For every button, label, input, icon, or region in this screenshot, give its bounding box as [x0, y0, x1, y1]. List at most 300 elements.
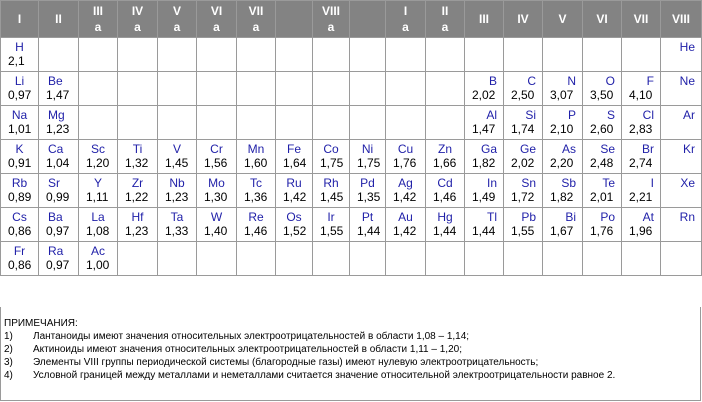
element-cell	[465, 174, 504, 208]
element-cell	[1, 208, 39, 242]
group-header	[350, 1, 386, 38]
element-symbol: Zr	[131, 176, 144, 190]
element-cell	[39, 140, 79, 174]
element-symbol: Li	[14, 74, 25, 88]
element-cell	[350, 208, 386, 242]
electronegativity-value: 2,60	[590, 122, 614, 136]
subgroup-label: a	[327, 20, 335, 34]
group-number: VIII	[321, 4, 340, 18]
element-symbol: Cd	[437, 176, 453, 190]
empty-cell	[79, 106, 118, 140]
element-cell	[1, 174, 39, 208]
element-cell	[543, 140, 583, 174]
electronegativity-value: 1,47	[46, 88, 70, 102]
element-cell	[426, 174, 465, 208]
group-header	[158, 1, 197, 38]
empty-cell	[237, 106, 276, 140]
element-cell	[583, 208, 622, 242]
element-symbol: Ru	[286, 176, 302, 190]
subgroup-label: a	[441, 20, 449, 34]
electronegativity-value: 1,22	[125, 190, 149, 204]
element-symbol: Ne	[679, 74, 695, 88]
element-symbol: Po	[600, 210, 615, 224]
element-symbol: Hf	[131, 210, 144, 224]
electronegativity-value: 0,99	[46, 190, 70, 204]
element-symbol: Ba	[48, 210, 63, 224]
element-cell	[543, 174, 583, 208]
electronegativity-value: 1,60	[244, 156, 268, 170]
note-item	[4, 344, 462, 357]
electronegativity-value: 1,23	[46, 122, 70, 136]
element-cell	[79, 208, 118, 242]
group-header	[583, 1, 622, 38]
element-symbol: Ge	[519, 142, 536, 156]
empty-cell	[276, 106, 313, 140]
electronegativity-value: 3,50	[590, 88, 614, 102]
group-number: IV	[131, 4, 144, 18]
element-cell	[39, 72, 79, 106]
electronegativity-value: 1,33	[165, 224, 189, 238]
element-symbol: F	[646, 74, 654, 88]
electronegativity-value: 1,45	[165, 156, 189, 170]
group-header	[313, 1, 350, 38]
empty-cell	[79, 38, 118, 72]
element-symbol: Ca	[48, 142, 64, 156]
note-number: 4)	[4, 370, 13, 381]
electronegativity-value: 1,55	[320, 224, 344, 238]
element-symbol: Cu	[397, 142, 414, 156]
element-symbol: Hg	[437, 210, 453, 224]
electronegativity-value: 2,20	[550, 156, 574, 170]
element-symbol: N	[567, 74, 576, 88]
element-cell	[39, 106, 79, 140]
empty-cell	[313, 38, 350, 72]
notes-section	[0, 307, 701, 401]
element-symbol: I	[650, 176, 654, 190]
electronegativity-value: 2,10	[550, 122, 574, 136]
electronegativity-value: 1,00	[86, 258, 110, 272]
note-number: 1)	[4, 331, 13, 342]
empty-cell	[313, 106, 350, 140]
element-cell	[386, 208, 426, 242]
empty-cell	[350, 106, 386, 140]
electronegativity-value: 1,66	[433, 156, 457, 170]
group-number: II	[441, 4, 449, 18]
element-symbol: Bi	[565, 210, 576, 224]
group-header	[426, 1, 465, 38]
electronegativity-value: 2,21	[629, 190, 653, 204]
electronegativity-value: 1,55	[511, 224, 535, 238]
element-symbol: Sb	[561, 176, 576, 190]
subgroup-label: a	[213, 20, 220, 34]
empty-cell	[426, 38, 465, 72]
element-cell	[504, 208, 543, 242]
element-cell	[504, 140, 543, 174]
element-cell	[158, 208, 197, 242]
element-symbol: V	[172, 142, 181, 156]
group-number: V	[558, 12, 567, 26]
electronegativity-value: 1,30	[204, 190, 228, 204]
element-symbol: C	[527, 74, 536, 88]
electronegativity-value: 1,45	[320, 190, 344, 204]
empty-cell	[118, 38, 158, 72]
element-symbol: Sn	[521, 176, 536, 190]
empty-cell	[350, 38, 386, 72]
element-symbol: W	[210, 210, 223, 224]
element-cell	[386, 140, 426, 174]
element-symbol: O	[605, 74, 615, 88]
empty-cell	[197, 242, 237, 276]
element-cell	[313, 174, 350, 208]
empty-cell	[350, 72, 386, 106]
element-symbol: Fe	[286, 142, 301, 156]
period-row	[1, 38, 702, 72]
empty-cell	[426, 106, 465, 140]
element-symbol: Br	[642, 142, 654, 156]
element-symbol: Ra	[48, 244, 64, 258]
note-item	[4, 370, 615, 383]
element-cell	[1, 140, 39, 174]
electronegativity-value: 1,82	[472, 156, 496, 170]
subgroup-label: a	[94, 20, 102, 34]
empty-cell	[543, 242, 583, 276]
electronegativity-value: 1,44	[472, 224, 496, 238]
empty-cell	[386, 38, 426, 72]
electronegativity-value: 1,40	[204, 224, 228, 238]
element-symbol: At	[642, 210, 654, 224]
note-text: Актиноиды имеют значения относительных электроотрицательностей в области 1,11 – 1,20;	[33, 344, 462, 355]
element-symbol: Rb	[11, 176, 28, 190]
electronegativity-value: 1,75	[357, 156, 381, 170]
group-header	[386, 1, 426, 38]
group-number: VI	[210, 4, 223, 18]
element-cell	[276, 208, 313, 242]
element-symbol: Ir	[327, 210, 335, 224]
electronegativity-value: 1,76	[590, 224, 614, 238]
element-symbol: P	[567, 108, 576, 122]
empty-cell	[158, 106, 197, 140]
element-cell	[350, 140, 386, 174]
empty-cell	[350, 242, 386, 276]
empty-cell	[39, 38, 79, 72]
element-symbol: Au	[398, 210, 413, 224]
electronegativity-value: 1,56	[204, 156, 228, 170]
electronegativity-value: 1,52	[283, 224, 307, 238]
element-symbol: Si	[525, 108, 536, 122]
element-cell	[465, 140, 504, 174]
group-number: I	[403, 4, 408, 18]
electronegativity-value: 1,44	[433, 224, 457, 238]
empty-cell	[583, 38, 622, 72]
element-cell	[237, 174, 276, 208]
electronegativity-value: 0,89	[8, 190, 32, 204]
electronegativity-value: 1,42	[393, 190, 417, 204]
empty-cell	[276, 72, 313, 106]
empty-cell	[197, 106, 237, 140]
element-symbol: Cl	[642, 108, 654, 122]
electronegativity-value: 1,32	[125, 156, 149, 170]
element-symbol: Kr	[683, 142, 695, 156]
subgroup-label: a	[134, 20, 141, 34]
element-symbol: K	[15, 142, 24, 156]
element-cell	[276, 174, 313, 208]
element-cell	[313, 140, 350, 174]
electronegativity-value: 0,91	[8, 156, 32, 170]
electronegativity-value: 1,23	[125, 224, 149, 238]
empty-cell	[237, 242, 276, 276]
element-cell	[583, 174, 622, 208]
element-cell	[465, 208, 504, 242]
electronegativity-value: 1,82	[550, 190, 574, 204]
element-cell	[504, 106, 543, 140]
group-header	[276, 1, 313, 38]
element-cell	[622, 174, 661, 208]
element-cell	[79, 140, 118, 174]
group-number: VII	[633, 12, 649, 26]
electronegativity-value: 1,35	[357, 190, 381, 204]
element-cell	[622, 140, 661, 174]
element-cell	[622, 106, 661, 140]
element-cell	[39, 174, 79, 208]
element-cell	[661, 106, 702, 140]
element-symbol: He	[679, 40, 695, 54]
element-symbol: Cs	[12, 210, 27, 224]
electronegativity-value: 1,72	[511, 190, 535, 204]
element-cell	[237, 208, 276, 242]
element-symbol: Fr	[13, 244, 26, 258]
element-symbol: Pb	[521, 210, 536, 224]
element-symbol: H	[15, 40, 24, 54]
element-cell	[79, 242, 118, 276]
element-cell	[622, 72, 661, 106]
electronegativity-value: 2,01	[590, 190, 614, 204]
electronegativity-value: 1,42	[283, 190, 307, 204]
electronegativity-value: 1,47	[472, 122, 496, 136]
element-symbol: Cr	[210, 142, 223, 156]
electronegativity-value: 1,44	[357, 224, 381, 238]
empty-cell	[386, 106, 426, 140]
empty-cell	[313, 242, 350, 276]
group-header	[79, 1, 118, 38]
element-symbol: Sr	[48, 176, 60, 190]
electronegativity-value: 1,67	[550, 224, 574, 238]
electronegativity-value: 1,04	[46, 156, 70, 170]
element-cell	[426, 140, 465, 174]
element-cell	[583, 106, 622, 140]
element-cell	[1, 72, 39, 106]
element-cell	[661, 174, 702, 208]
period-row	[1, 208, 702, 242]
period-row	[1, 106, 702, 140]
element-symbol: Tl	[487, 210, 497, 224]
group-number: VII	[248, 4, 264, 18]
element-cell	[504, 72, 543, 106]
element-symbol: Te	[602, 176, 615, 190]
element-symbol: Tc	[250, 176, 262, 190]
period-row	[1, 140, 702, 174]
element-cell	[465, 72, 504, 106]
empty-cell	[118, 106, 158, 140]
element-cell	[543, 72, 583, 106]
empty-cell	[276, 38, 313, 72]
group-number: IV	[517, 12, 529, 26]
group-header	[661, 1, 702, 38]
electronegativity-value: 2,02	[511, 156, 535, 170]
note-number: 3)	[4, 357, 13, 368]
empty-cell	[465, 38, 504, 72]
electronegativity-value: 3,07	[550, 88, 574, 102]
electronegativity-value: 1,49	[472, 190, 496, 204]
element-cell	[1, 106, 39, 140]
period-row	[1, 174, 702, 208]
element-cell	[661, 38, 702, 72]
electronegativity-value: 1,36	[244, 190, 268, 204]
electronegativity-value: 1,23	[165, 190, 189, 204]
group-number: III	[478, 12, 489, 26]
element-cell	[622, 208, 661, 242]
group-header	[465, 1, 504, 38]
element-cell	[661, 72, 702, 106]
note-number: 2)	[4, 344, 13, 355]
group-number: II	[55, 12, 62, 26]
subgroup-label: a	[402, 20, 409, 34]
element-symbol: In	[486, 176, 497, 190]
group-header	[543, 1, 583, 38]
group-header	[504, 1, 543, 38]
element-cell	[79, 174, 118, 208]
electronegativity-value: 2,83	[629, 122, 653, 136]
electronegativity-value: 1,42	[393, 224, 417, 238]
element-symbol: Pd	[360, 176, 375, 190]
note-text: Лантаноиды имеют значения относительных электроотрицательностей в области 1,08 – 1,14;	[33, 331, 470, 342]
element-cell	[39, 242, 79, 276]
element-symbol: Ac	[90, 244, 105, 258]
element-cell	[313, 208, 350, 242]
electronegativity-value: 1,75	[320, 156, 344, 170]
electronegativity-value: 1,11	[86, 190, 109, 204]
element-symbol: Be	[48, 74, 63, 88]
element-cell	[118, 174, 158, 208]
element-symbol: B	[488, 74, 497, 88]
element-cell	[465, 106, 504, 140]
period-row	[1, 72, 702, 106]
period-row	[1, 242, 702, 276]
element-symbol: Ni	[361, 142, 374, 156]
empty-cell	[622, 38, 661, 72]
group-number: VIII	[671, 12, 690, 26]
note-item	[4, 331, 469, 344]
element-cell	[118, 208, 158, 242]
notes-title: ПРИМЕЧАНИЯ:	[4, 318, 78, 329]
electronegativity-value: 1,64	[283, 156, 307, 170]
element-cell	[197, 174, 237, 208]
element-cell	[197, 208, 237, 242]
group-number: VI	[596, 12, 608, 26]
group-header	[197, 1, 237, 38]
electronegativity-value: 2,1	[8, 54, 25, 68]
electronegativity-value: 1,96	[629, 224, 653, 238]
element-cell	[543, 208, 583, 242]
group-header	[118, 1, 158, 38]
element-cell	[237, 140, 276, 174]
empty-cell	[158, 38, 197, 72]
group-number: III	[92, 4, 103, 18]
element-symbol: Ga	[480, 142, 497, 156]
element-cell	[386, 174, 426, 208]
element-cell	[276, 140, 313, 174]
empty-cell	[237, 38, 276, 72]
element-symbol: Re	[248, 210, 264, 224]
element-symbol: Al	[486, 108, 497, 122]
group-header	[1, 1, 39, 38]
element-symbol: Pt	[361, 210, 374, 224]
element-symbol: Ar	[683, 108, 695, 122]
element-symbol: Mo	[208, 176, 225, 190]
element-cell	[543, 106, 583, 140]
element-symbol: La	[91, 210, 105, 224]
electronegativity-value: 4,10	[629, 88, 653, 102]
electronegativity-value: 1,01	[8, 122, 32, 136]
electronegativity-value: 0,97	[46, 224, 70, 238]
group-header	[39, 1, 79, 38]
element-cell	[158, 140, 197, 174]
empty-cell	[543, 38, 583, 72]
element-cell	[1, 38, 39, 72]
element-cell	[350, 174, 386, 208]
element-symbol: Co	[323, 142, 339, 156]
empty-cell	[313, 72, 350, 106]
element-cell	[158, 174, 197, 208]
subgroup-label: a	[252, 20, 260, 34]
element-symbol: Sc	[90, 142, 105, 156]
electronegativity-value: 1,74	[511, 122, 535, 136]
subgroup-label: a	[173, 20, 181, 34]
electronegativity-value: 0,86	[8, 258, 32, 272]
electronegativity-value: 2,48	[590, 156, 614, 170]
empty-cell	[79, 72, 118, 106]
element-symbol: Os	[286, 210, 302, 224]
electronegativity-value: 2,74	[629, 156, 653, 170]
element-symbol: Xe	[680, 176, 695, 190]
empty-cell	[426, 242, 465, 276]
electronegativity-value: 0,97	[46, 258, 70, 272]
group-header	[622, 1, 661, 38]
element-cell	[118, 140, 158, 174]
empty-cell	[426, 72, 465, 106]
element-symbol: Ag	[398, 176, 413, 190]
element-symbol: Rh	[323, 176, 339, 190]
electronegativity-value: 1,46	[433, 190, 457, 204]
element-symbol: S	[606, 108, 615, 122]
element-cell	[1, 242, 39, 276]
element-symbol: Y	[93, 176, 102, 190]
element-symbol: As	[561, 142, 576, 156]
empty-cell	[622, 242, 661, 276]
empty-cell	[661, 242, 702, 276]
note-item	[4, 357, 538, 370]
element-symbol: Se	[600, 142, 615, 156]
group-number: V	[172, 4, 181, 18]
empty-cell	[583, 242, 622, 276]
empty-cell	[276, 242, 313, 276]
electronegativity-value: 1,20	[86, 156, 110, 170]
electronegativity-value: 1,08	[86, 224, 110, 238]
element-cell	[504, 174, 543, 208]
element-cell	[39, 208, 79, 242]
empty-cell	[504, 242, 543, 276]
electronegativity-value: 2,50	[511, 88, 535, 102]
note-text: Элементы VIII группы периодической системы (благородные газы) имеют нулевую электроотрицательность;	[33, 357, 539, 368]
